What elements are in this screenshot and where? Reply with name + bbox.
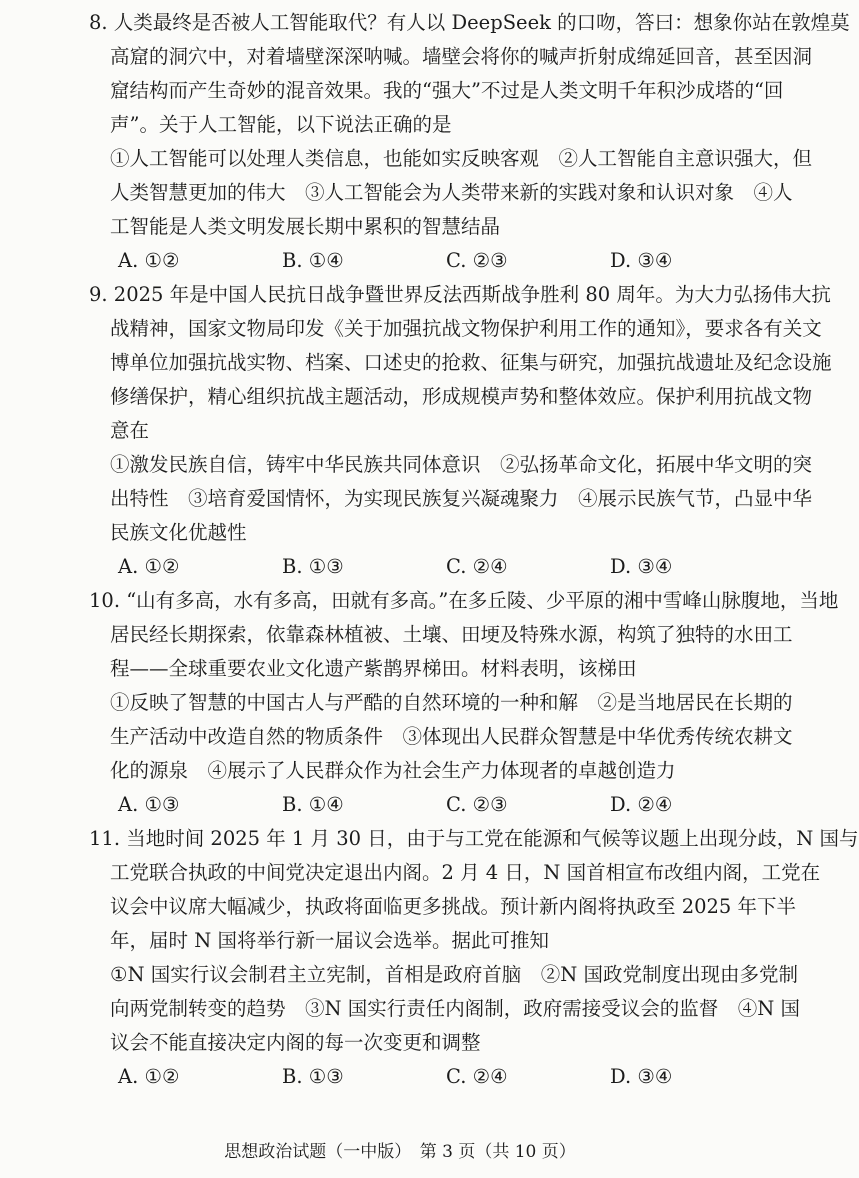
answer-options [118, 244, 774, 278]
answer-option: A. ①② [118, 249, 180, 272]
question-text-line: 修缮保护，精心组织抗战主题活动，形成规模声势和整体效应。保护利用抗战文物 [110, 385, 813, 408]
answer-option: B. ①③ [282, 555, 344, 578]
question-text-line: 居民经长期探索，依靠森林植被、土壤、田埂及特殊水源，构筑了独特的水田工 [110, 623, 793, 646]
question-text-line: 年，届时 N 国将举行新一届议会选举。据此可推知 [110, 929, 549, 952]
answer-option: D. ②④ [610, 793, 673, 816]
question-text-line: 10. “山有多高，水有多高，田就有多高。”在多丘陵、少平原的湘中雪峰山脉腹地，当地 [89, 589, 839, 612]
question-text-line: 向两党制转变的趋势 ③N 国实行责任内阁制，政府需接受议会的监督 ④N 国 [110, 997, 801, 1020]
answer-option: D. ③④ [610, 249, 673, 272]
question-text-line: 议会中议席大幅减少，执政将面临更多挑战。预计新内阁将执政至 2025 年下半 [110, 895, 797, 918]
question-list [89, 6, 859, 1094]
question-text-line: 程——全球重要农业文化遗产紫鹊界梯田。材料表明，该梯田 [110, 657, 637, 680]
answer-options [118, 1060, 774, 1094]
question-text-line: ①N 国实行议会制君主立宪制，首相是政府首脑 ②N 国政党制度出现由多党制 [110, 963, 799, 986]
answer-option: B. ①③ [282, 1065, 344, 1088]
question-text-line: ①激发民族自信，铸牢中华民族共同体意识 ②弘扬革命文化，拓展中华文明的突 [110, 453, 813, 476]
question-block [89, 822, 859, 1094]
question-text-line: 战精神，国家文物局印发《关于加强抗战文物保护利用工作的通知》，要求各有关文 [110, 317, 822, 340]
answer-option: C. ②③ [446, 793, 508, 816]
question-text-line: 民族文化优越性 [110, 521, 247, 544]
question-text-line: 工党联合执政的中间党决定退出内阁。2 月 4 日，N 国首相宣布改组内阁，工党在 [110, 861, 821, 884]
question-text-line: 意在 [110, 419, 150, 442]
question-block [89, 6, 850, 278]
answer-options [118, 788, 774, 822]
answer-option: A. ①③ [118, 793, 180, 816]
answer-option: D. ③④ [610, 555, 673, 578]
answer-options [118, 550, 774, 584]
question-text-line: 9. 2025 年是中国人民抗日战争暨世界反法西斯战争胜利 80 周年。为大力弘扬伟大抗 [89, 283, 831, 306]
question-text-line: 人类智慧更加的伟大 ③人工智能会为人类带来新的实践对象和认识对象 ④人 [110, 181, 793, 204]
question-text-line: 工智能是人类文明发展长期中累积的智慧结晶 [110, 215, 501, 238]
answer-option: C. ②④ [446, 555, 508, 578]
question-text-line: 博单位加强抗战实物、档案、口述史的抢救、征集与研究，加强抗战遗址及纪念设施 [110, 351, 832, 374]
answer-option: A. ①② [118, 1065, 180, 1088]
question-text-line: 议会不能直接决定内阁的每一次变更和调整 [110, 1031, 481, 1054]
question-text-line: 高窟的洞穴中，对着墙壁深深呐喊。墙壁会将你的喊声折射成绵延回音，甚至因洞 [110, 45, 813, 68]
question-block [89, 584, 839, 822]
question-text-line: 化的源泉 ④展示了人民群众作为社会生产力体现者的卓越创造力 [110, 759, 676, 782]
answer-option: B. ①④ [282, 793, 344, 816]
question-text-line: ①人工智能可以处理人类信息，也能如实反映客观 ②人工智能自主意识强大，但 [110, 147, 813, 170]
page-footer: 思想政治试题（一中版） 第 3 页（共 10 页） [224, 1142, 576, 1162]
question-text-line: ①反映了智慧的中国古人与严酷的自然环境的一种和解 ②是当地居民在长期的 [110, 691, 793, 714]
question-text-line: 8. 人类最终是否被人工智能取代？有人以 DeepSeek 的口吻，答曰：想象你站在敦煌莫 [89, 11, 850, 34]
question-text-line: 出特性 ③培育爱国情怀，为实现民族复兴凝魂聚力 ④展示民族气节，凸显中华 [110, 487, 813, 510]
question-text-line: 窟结构而产生奇妙的混音效果。我的“强大”不过是人类文明千年积沙成塔的“回 [110, 79, 784, 102]
question-text-line: 生产活动中改造自然的物质条件 ③体现出人民群众智慧是中华优秀传统农耕文 [110, 725, 793, 748]
answer-option: A. ①② [118, 555, 180, 578]
answer-option: C. ②④ [446, 1065, 508, 1088]
answer-option: C. ②③ [446, 249, 508, 272]
answer-option: B. ①④ [282, 249, 344, 272]
question-text-line: 11. 当地时间 2025 年 1 月 30 日，由于与工党在能源和气候等议题上出现分歧，N 国与 [89, 827, 859, 850]
question-text-line: 声”。关于人工智能，以下说法正确的是 [110, 113, 452, 136]
answer-option: D. ③④ [610, 1065, 673, 1088]
question-block [89, 278, 832, 584]
